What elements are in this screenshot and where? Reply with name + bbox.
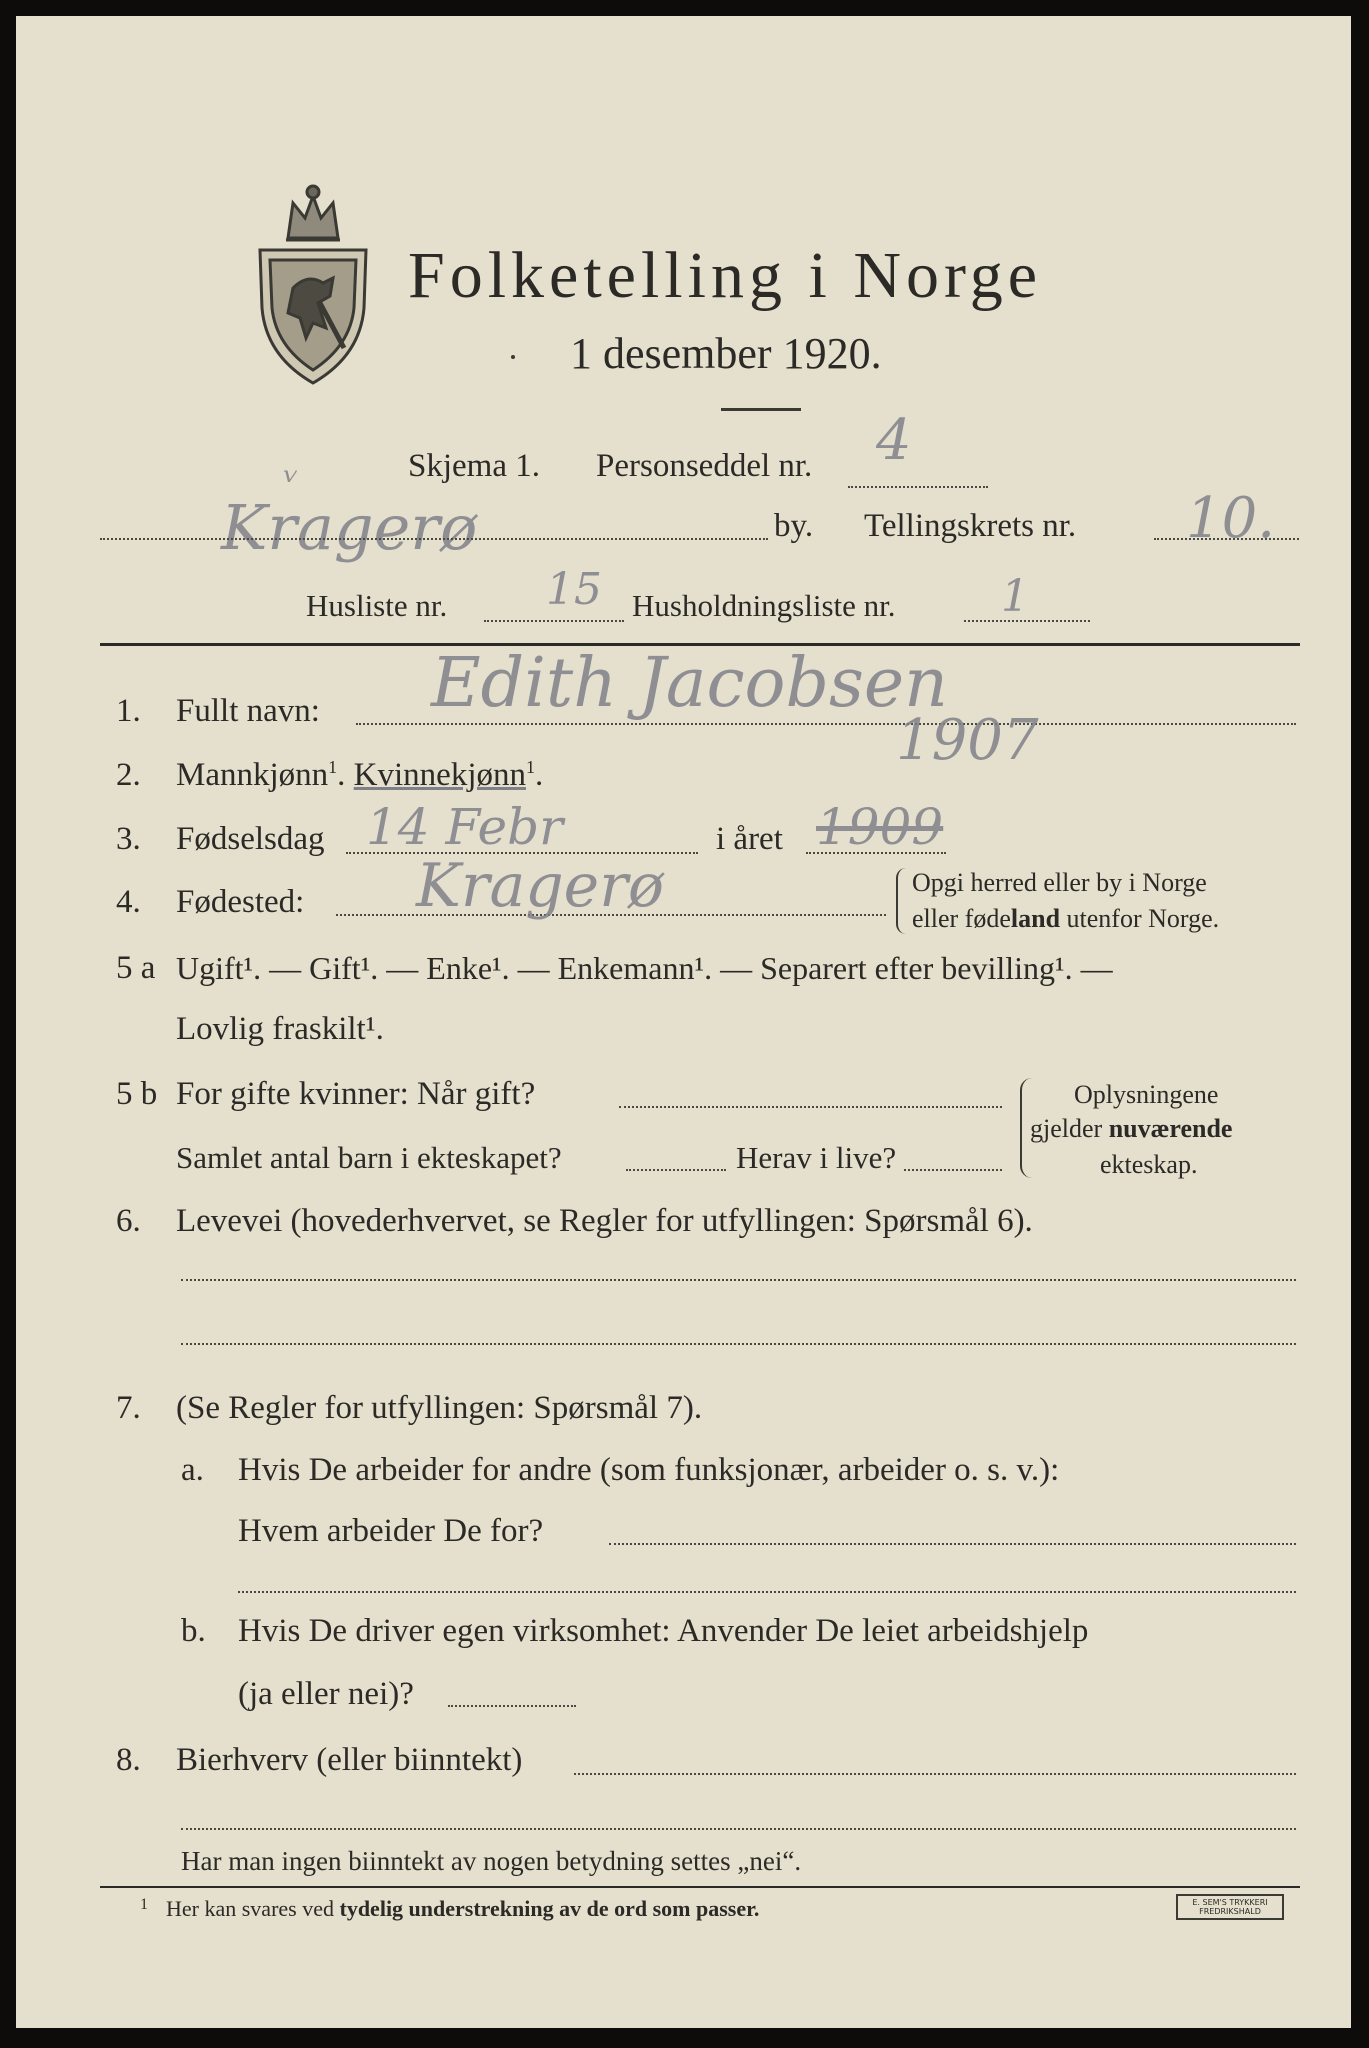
q2-kvinnekjonn[interactable]: Kvinnekjønn <box>353 757 526 793</box>
q2-mannkjonn[interactable]: Mannkjønn <box>176 757 329 793</box>
q5a-options[interactable]: Ugift¹. — Gift¹. — Enke¹. — Enkemann¹. — Separert efter bevilling¹. — <box>176 950 1113 986</box>
footer-divider <box>100 1886 1300 1888</box>
q4-brace <box>896 868 906 934</box>
q7b-letter: b. <box>181 1613 206 1649</box>
q6-line1[interactable] <box>181 1279 1296 1281</box>
q5b-line1 <box>619 1106 1002 1108</box>
q8-note: Har man ingen biinntekt av nogen betydning settes „nei“. <box>181 1846 802 1876</box>
by-label: by. <box>774 508 814 544</box>
q2-number: 2. <box>116 757 141 793</box>
q4-note-line2: eller fødeland utenfor Norge. <box>912 904 1220 933</box>
census-form <box>16 16 1351 2028</box>
q4-value[interactable]: Kragerø <box>416 851 664 921</box>
q3-value[interactable]: 14 Febr <box>366 798 563 856</box>
norwegian-coat-of-arms-icon <box>248 178 378 388</box>
q1-value[interactable]: Edith Jacobsen <box>431 644 948 723</box>
q5b-number: 5 b <box>116 1076 158 1112</box>
form-subtitle: 1 desember 1920. <box>570 329 882 378</box>
husholdningsliste-value[interactable]: 1 <box>1001 571 1029 622</box>
q7a-line1[interactable] <box>609 1543 1296 1545</box>
q7-label: (Se Regler for utfyllingen: Spørsmål 7). <box>176 1390 703 1426</box>
q5a-options-2[interactable]: Lovlig fraskilt¹. <box>176 1011 384 1047</box>
q6-label: Levevei (hovederhvervet, se Regler for utfyllingen: Spørsmål 6). <box>176 1203 1033 1239</box>
q8-line1[interactable] <box>574 1773 1296 1775</box>
q8-line2[interactable] <box>181 1828 1296 1830</box>
q3-label: Fødselsdag <box>176 821 325 857</box>
q3-year-value[interactable]: 1909 <box>816 798 944 856</box>
q6-line2[interactable] <box>181 1343 1296 1345</box>
q5a-number: 5 a <box>116 950 156 986</box>
printer-mark: E. SEM'S TRYKKERI FREDRIKSHALD <box>1176 1894 1284 1920</box>
husliste-label: Husliste nr. <box>306 588 448 623</box>
q7b-text1: Hvis De driver egen virksomhet: Anvender De leiet arbeidshjelp <box>238 1613 1089 1649</box>
dot-ornament <box>511 355 515 359</box>
q4-number: 4. <box>116 884 141 920</box>
q1-label: Fullt navn: <box>176 693 320 729</box>
tellingskrets-value[interactable]: 10. <box>1186 486 1276 551</box>
q7b-text2: (ja eller nei)? <box>238 1676 414 1712</box>
q7a-text2: Hvem arbeider De for? <box>238 1513 544 1549</box>
q8-number: 8. <box>116 1742 141 1778</box>
q3-number: 3. <box>116 821 141 857</box>
q6-number: 6. <box>116 1203 141 1239</box>
schema-label: Skjema 1. <box>408 448 540 484</box>
q5b-note1: Oplysningene <box>1074 1080 1219 1109</box>
q5b-label1: For gifte kvinner: Når gift? <box>176 1076 536 1112</box>
q2-value[interactable]: 1907 <box>896 708 1039 773</box>
q3-year-label: i året <box>716 821 783 857</box>
q1-line <box>356 723 1296 725</box>
footnote-mark: 1 <box>140 1896 148 1913</box>
husholdningsliste-label: Husholdningsliste nr. <box>632 588 896 623</box>
husliste-line <box>484 620 624 622</box>
q7-number: 7. <box>116 1390 141 1426</box>
q7a-line2[interactable] <box>238 1591 1296 1593</box>
q5b-note3: ekteskap. <box>1100 1150 1198 1179</box>
footnote-text: Her kan svares ved tydelig understrekning av de ord som passer. <box>166 1896 760 1921</box>
tellingskrets-label: Tellingskrets nr. <box>864 508 1077 544</box>
q7b-line[interactable] <box>448 1705 576 1707</box>
q4-label: Fødested: <box>176 884 305 920</box>
q5b-label3: Herav i live? <box>736 1140 897 1175</box>
by-value[interactable]: Kragerø <box>221 491 478 564</box>
q5b-line3 <box>904 1169 1002 1171</box>
personseddel-label: Personseddel nr. <box>596 448 813 484</box>
by-line <box>100 538 768 540</box>
q5b-line2 <box>626 1169 726 1171</box>
form-title: Folketelling i Norge <box>408 239 1043 312</box>
husliste-value[interactable]: 15 <box>546 564 602 615</box>
q5b-label2: Samlet antal barn i ekteskapet? <box>176 1140 562 1175</box>
personseddel-value[interactable]: 4 <box>876 408 912 473</box>
q7a-letter: a. <box>181 1452 204 1488</box>
q1-number: 1. <box>116 693 141 729</box>
personseddel-line <box>848 486 988 488</box>
q8-label: Bierhverv (eller biinntekt) <box>176 1742 523 1778</box>
q2-options: Mannkjønn$^1$. Kvinnekjønn$^1$. <box>176 757 544 793</box>
q5b-note2: gjelder nuværende <box>1030 1114 1233 1143</box>
q7a-text1: Hvis De arbeider for andre (som funksjonær, arbeider o. s. v.): <box>238 1452 1060 1488</box>
q4-note-line1: Opgi herred eller by i Norge <box>912 868 1207 897</box>
check-mark: ᵥ <box>284 446 299 492</box>
title-divider <box>721 408 801 411</box>
